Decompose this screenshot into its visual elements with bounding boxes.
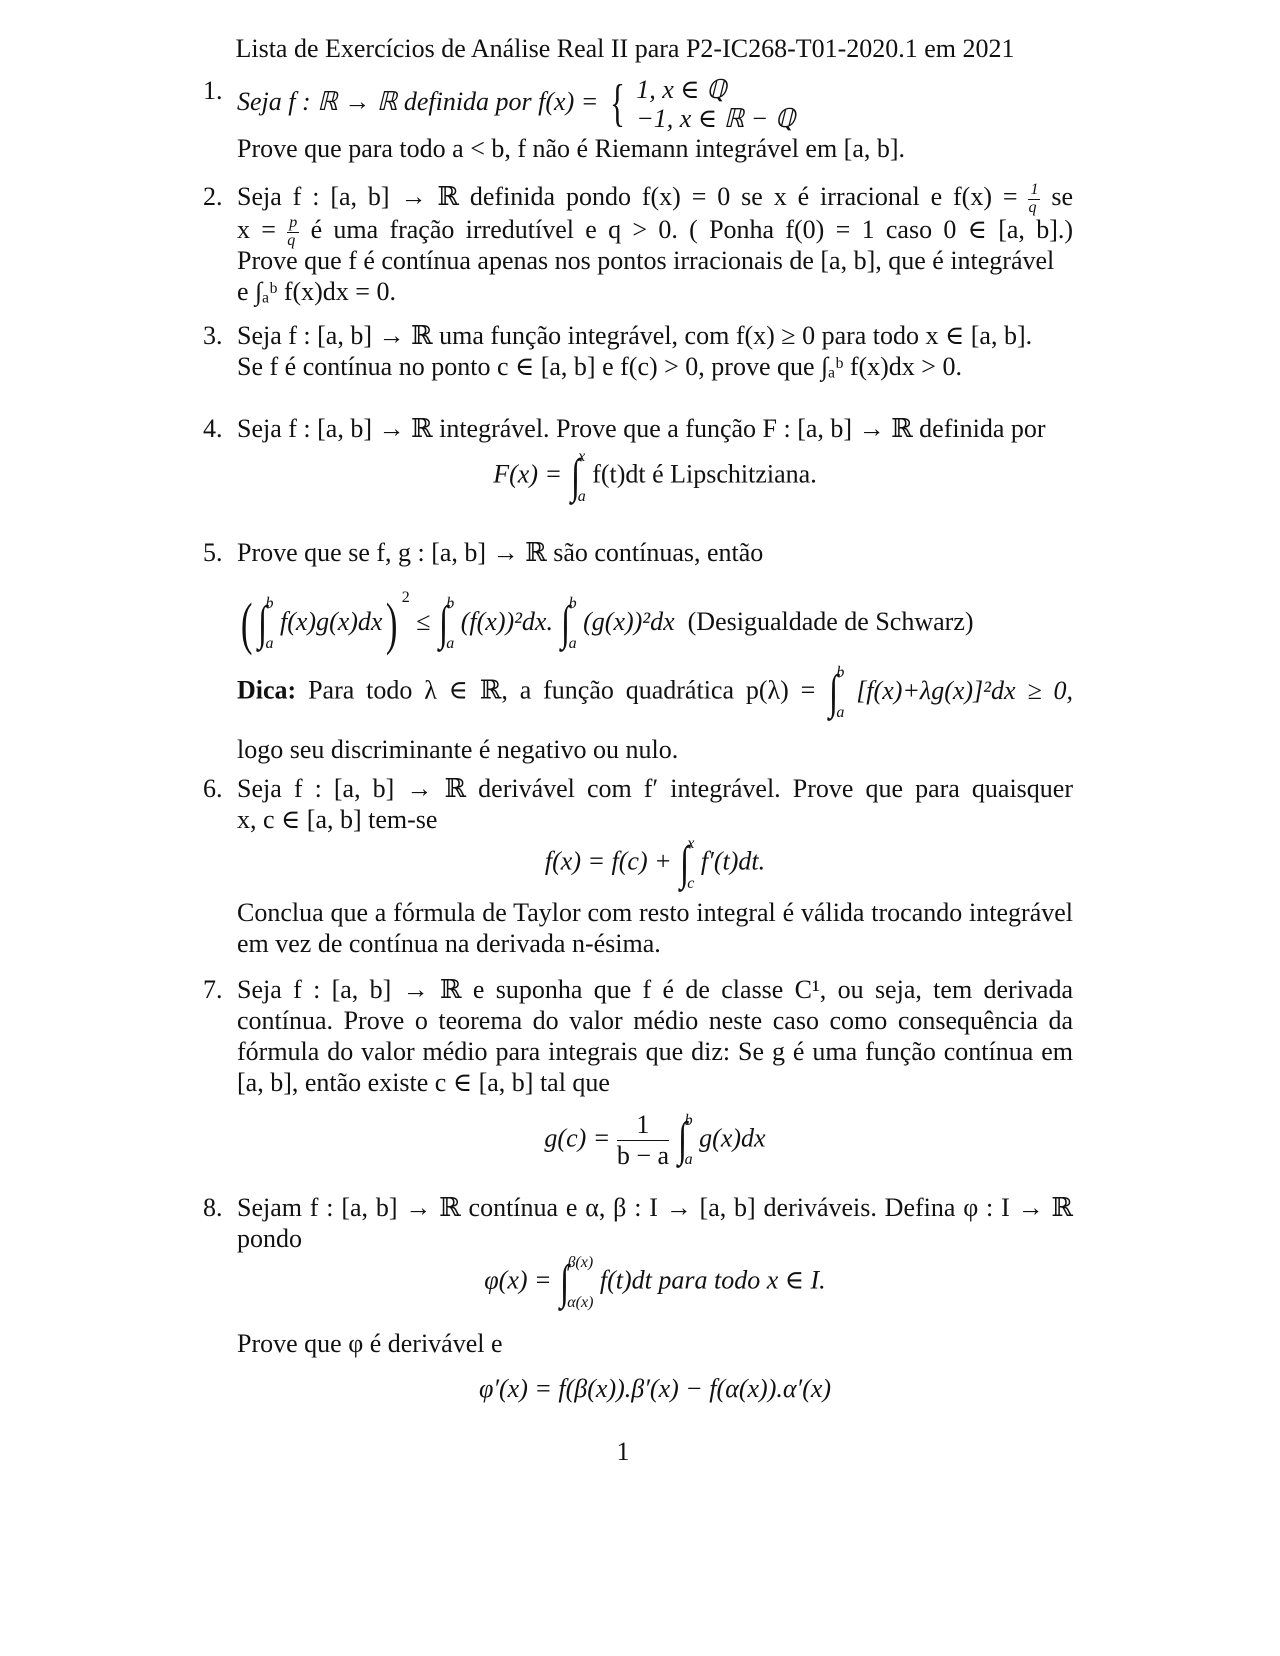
exercise-7-line-3: fórmula do valor médio para integrais que diz: Se g é uma função contínua em — [237, 1037, 1073, 1066]
numerator: p — [289, 213, 298, 231]
exercise-6 — [203, 773, 1073, 959]
exercise-2-line-2a: x = — [237, 215, 276, 244]
exercise-7-display-formula — [237, 1110, 1073, 1182]
fraction-one-over-q — [1028, 182, 1040, 217]
sheet-title: Lista de Exercícios de Análise Real II para P2-IC268-T01-2020.1 em 2021 — [235, 34, 1015, 63]
case-irrational: −1, x ∈ ℝ − ℚ — [636, 104, 796, 133]
exercise-2-line-4: e ∫ₐᵇ f(x)dx = 0. — [237, 277, 396, 306]
exercise-4 — [203, 413, 1073, 505]
hint-label: Dica: — [237, 675, 297, 705]
exercise-number: 7. — [203, 975, 223, 1004]
integral-symbol: ∫ — [829, 665, 839, 719]
exercise-6-line-2: x, c ∈ [a, b] tem-se — [237, 805, 438, 834]
exercise-8-line-2: pondo — [237, 1224, 302, 1253]
exercise-number: 8. — [203, 1193, 223, 1222]
upper-limit: b — [446, 595, 455, 613]
upper-limit: x — [687, 835, 695, 852]
exercise-number: 6. — [203, 774, 223, 803]
denominator: q — [287, 231, 296, 249]
formula-rhs: f(t)dt para todo x ∈ I. — [599, 1265, 826, 1295]
lower-limit: a — [265, 635, 274, 653]
left-brace-symbol: { — [609, 75, 625, 132]
integral-limits — [567, 1254, 593, 1311]
lower-limit: α(x) — [567, 1293, 594, 1311]
integrand-g-squared: (g(x))²dx — [583, 607, 675, 636]
integral-symbol: ∫ — [439, 597, 449, 651]
exercise-6-line-1: Seja f : [a, b] → ℝ derivável com f′ integrável. Prove que para quaisquer — [237, 774, 1073, 803]
denominator: q — [1028, 198, 1037, 216]
exercise-2-line-3: Prove que f é contínua apenas nos pontos irracionais de [a, b], que é integrável — [237, 246, 1055, 275]
exercise-7-line-4: [a, b], então existe c ∈ [a, b] tal que — [237, 1068, 610, 1097]
exercise-1 — [203, 75, 1073, 164]
schwarz-inequality — [237, 582, 1073, 657]
exercise-number: 2. — [203, 182, 223, 211]
exercise-3 — [203, 320, 1073, 382]
exercise-7-line-2: contínua. Prove o teorema do valor médio neste caso como consequência da — [237, 1006, 1073, 1035]
formula-rhs: g(x)dx — [699, 1123, 766, 1153]
upper-limit: b — [265, 595, 274, 613]
exponent: 2 — [401, 589, 410, 606]
case-rational: 1, x ∈ ℚ — [636, 75, 727, 104]
upper-limit: b — [568, 595, 577, 613]
leq-symbol: ≤ — [416, 607, 431, 636]
exercise-number: 3. — [203, 321, 223, 350]
exercise-8-line-3: Prove que φ é derivável e — [237, 1329, 503, 1358]
exercise-6-display-formula — [237, 835, 1073, 897]
integrand-f-squared: (f(x))²dx. — [460, 607, 553, 636]
exercise-4-display-formula — [237, 448, 1073, 505]
formula-rhs: f′(t)dt. — [700, 846, 766, 876]
exercise-8-line-1: Sejam f : [a, b] → ℝ contínua e α, β : I → [a, b] deriváveis. Defina φ : I → ℝ — [237, 1193, 1073, 1222]
exercise-1-lead: Seja f : ℝ → ℝ definida por f(x) = — [237, 86, 599, 116]
inequality-name: (Desigualdade de Schwarz) — [687, 607, 974, 636]
lower-limit: a — [446, 635, 455, 653]
denominator: b − a — [616, 1140, 670, 1170]
exercise-number: 4. — [203, 414, 223, 443]
exercise-1-statement: Prove que para todo a < b, f não é Riemann integrável em [a, b]. — [237, 134, 906, 163]
integral-symbol: ∫ — [560, 1255, 570, 1309]
formula-lhs: f(x) = f(c) + — [544, 846, 672, 876]
numerator: 1 — [617, 1110, 669, 1141]
hint-text: Para todo λ ∈ ℝ, a função quadrática p(λ) = — [308, 675, 816, 705]
upper-limit: β(x) — [567, 1254, 594, 1271]
exercise-7-line-1: Seja f : [a, b] → ℝ e suponha que f é de classe C¹, ou seja, tem derivada — [237, 975, 1073, 1004]
exercise-number: 5. — [203, 538, 223, 567]
exercise-3-line-1: Seja f : [a, b] → ℝ uma função integrável, com f(x) ≥ 0 para todo x ∈ [a, b]. — [237, 321, 1033, 350]
exercise-2-line-2b: é uma fração irredutível e q > 0. ( Ponha f(0) = 1 caso 0 ∈ [a, b].) — [310, 215, 1074, 244]
exercise-4-line-1: Seja f : [a, b] → ℝ integrável. Prove que a função F : [a, b] → ℝ definida por — [237, 414, 1046, 443]
fraction-one-over-b-minus-a — [617, 1110, 669, 1171]
lower-limit: c — [687, 874, 695, 892]
exercise-number: 1. — [203, 76, 223, 105]
exercise-6-line-4: em vez de contínua na derivada n-ésima. — [237, 929, 661, 958]
upper-limit: b — [684, 1111, 693, 1129]
upper-limit: b — [836, 664, 845, 681]
hint-integrand: [f(x)+λg(x)]²dx ≥ 0, — [856, 675, 1073, 705]
exercise-7 — [203, 974, 1073, 1182]
exercise-2-line-1a: Seja f : [a, b] → ℝ definida pondo f(x) = 0 se x é irracional e f(x) = — [237, 182, 1018, 211]
integrand-fg: f(x)g(x)dx — [279, 607, 383, 636]
exercise-3-line-2: Se f é contínua no ponto c ∈ [a, b] e f(c) > 0, prove que ∫ₐᵇ f(x)dx > 0. — [237, 352, 962, 381]
lower-limit: a — [836, 703, 845, 721]
numerator: 1 — [1030, 180, 1039, 198]
page-number: 1 — [616, 1437, 630, 1466]
integral-symbol: ∫ — [680, 836, 690, 890]
piecewise-cases — [636, 75, 795, 133]
right-paren-symbol: ) — [386, 591, 398, 657]
upper-limit: x — [578, 448, 586, 465]
hint-line — [237, 664, 1073, 734]
integral-symbol: ∫ — [561, 597, 571, 651]
integral-symbol: ∫ — [258, 597, 268, 651]
exercise-5 — [203, 537, 1073, 765]
lower-limit: a — [568, 635, 577, 653]
formula-rhs: f(t)dt é Lipschitziana. — [592, 459, 817, 489]
left-paren-symbol: ( — [240, 591, 253, 657]
exercise-8 — [203, 1192, 1073, 1404]
exercise-8-display-formula — [237, 1254, 1073, 1328]
exercise-2 — [203, 181, 1073, 307]
exercise-2-line-1b: se — [1051, 182, 1074, 211]
lower-limit: a — [577, 487, 586, 505]
formula-lhs: φ(x) = — [484, 1265, 552, 1295]
exercise-6-line-3: Conclua que a fórmula de Taylor com resto integral é válida trocando integrável — [237, 898, 1073, 927]
formula-lhs: g(c) = — [544, 1123, 611, 1153]
integral-symbol: ∫ — [570, 449, 580, 503]
lower-limit: a — [684, 1151, 693, 1169]
integral-symbol: ∫ — [677, 1113, 687, 1167]
exercise-8-derivative-formula: φ′(x) = f(β(x)).β′(x) − f(α(x)).α′(x) — [478, 1374, 832, 1403]
exercise-5-line-1: Prove que se f, g : [a, b] → ℝ são contínuas, então — [237, 538, 764, 567]
formula-lhs: F(x) = — [493, 459, 563, 489]
hint-line-2: logo seu discriminante é negativo ou nulo. — [237, 735, 679, 764]
